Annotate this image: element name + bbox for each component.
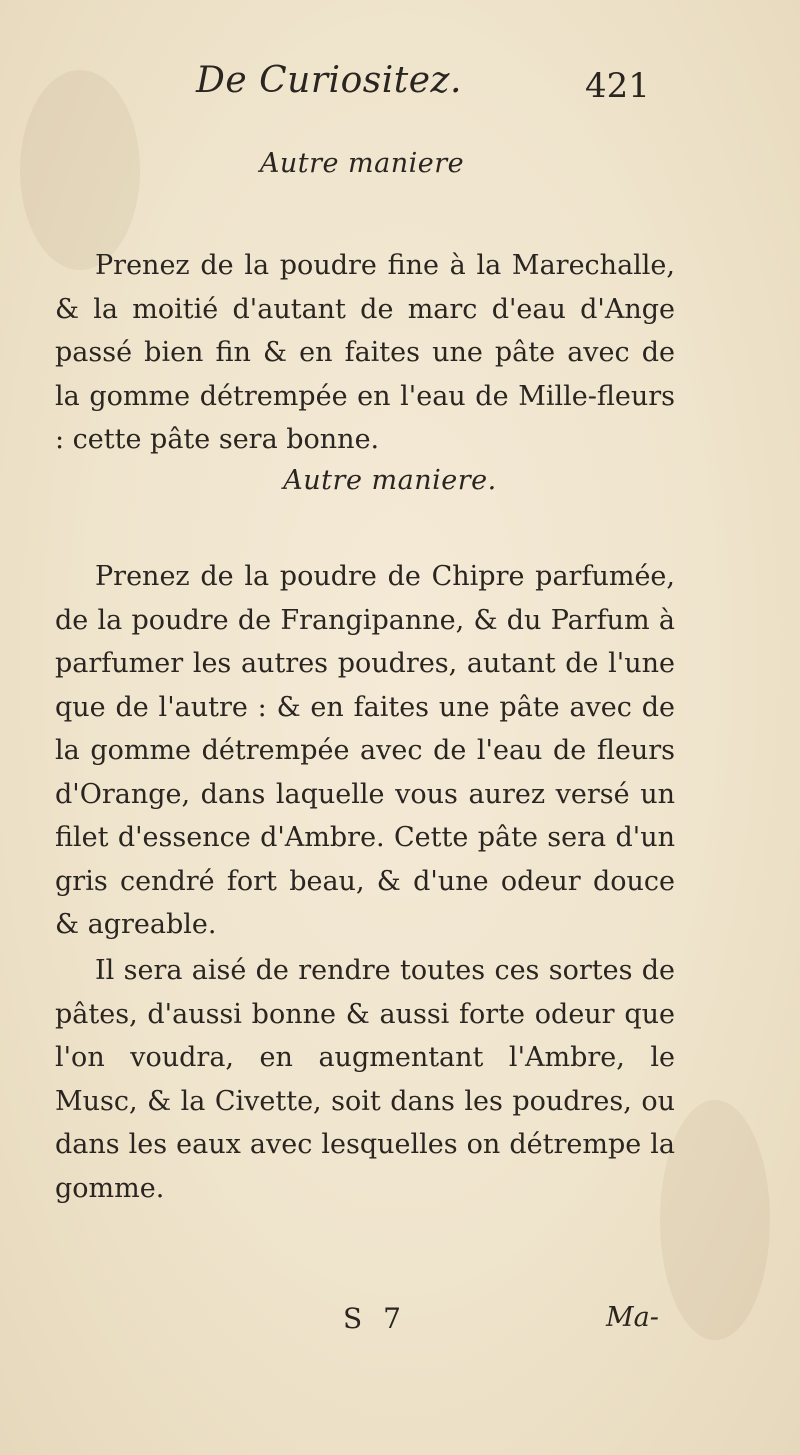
paragraph: Prenez de la poudre de Chipre parfumée, de la poudre de Frangipanne, & du Parfum à parfumer les autres poudres, autant de l'une que de l'autre : & en faites une pâte avec de la gomme détrempée avec de l'eau de fleurs d'Orange, dans laquelle vous aurez versé un filet d'essence d'Ambre. Cette pâte sera d'un gris cendré fort beau, & d'une odeur douce & agreable. <box>55 561 675 940</box>
catchword: Ma- <box>606 1302 659 1333</box>
page-number: 421 <box>585 66 650 106</box>
paper-stain <box>660 1100 770 1340</box>
paragraph: Il sera aisé de rendre toutes ces sortes de pâtes, d'aussi bonne & aussi forte odeur que l'on voudra, en augmentant l'Ambre, le Musc, & la Civette, soit dans les poudres, ou dans les eaux avec lesquelles on détrempe la gomme. <box>55 955 675 1204</box>
running-title: De Curiositez. <box>196 60 462 101</box>
section-heading: Autre maniere. <box>283 465 497 496</box>
running-head <box>0 60 800 120</box>
paragraph: Prenez de la poudre fine à la Marechalle, & la moitié d'autant de marc d'eau d'Ange passé bien fin & en faites une pâte avec de la gomme détrempée en l'eau de Mille-fleurs : cette pâte sera bonne. <box>55 250 675 455</box>
signature-mark: S 7 <box>343 1302 407 1335</box>
section-heading: Autre maniere <box>259 148 465 179</box>
